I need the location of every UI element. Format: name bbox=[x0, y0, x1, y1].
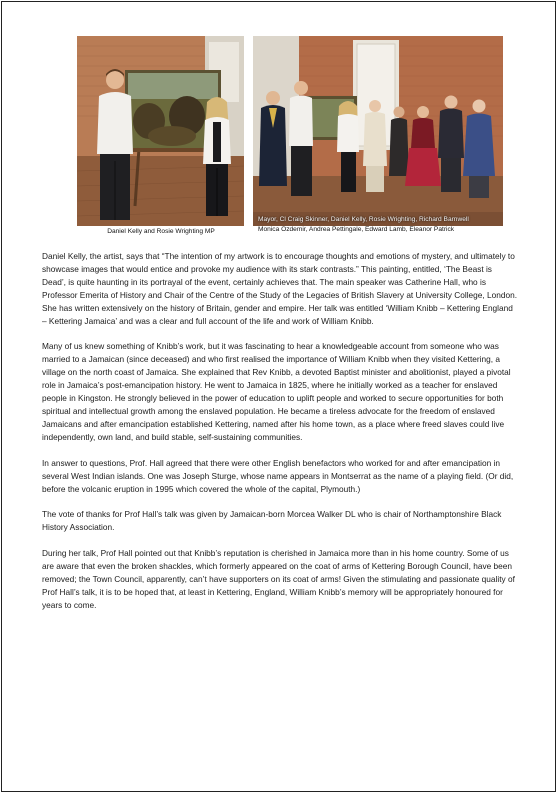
article-paragraph-5: During her talk, Prof Hall pointed out that Knibb’s reputation is cherished in Jamaica more than in his home country. Some of us are aware that even the broken shackles, which formerly appeared on the coat of arms of Kettering Borough Council, have been removed; the Town Council, apparently, can’t have supporters on its coat of arms! Given the stimulating and passionate quality of Prof Hall’s talk, it is to be hoped that, at least in Kettering, England, William Knibb’s memory will be appropriately honoured for years to come. bbox=[42, 548, 515, 610]
photo-left-caption: Daniel Kelly and Rosie Wrighting MP bbox=[107, 228, 215, 235]
article-body bbox=[42, 250, 518, 625]
photo-right-caption-line1: Mayor, Cl Craig Skinner, Daniel Kelly, Rosie Wrighting, Richard Barnwell bbox=[258, 216, 469, 223]
article-paragraph-1: Daniel Kelly, the artist, says that “The intention of my artwork is to encourage thoughts and emotions of mystery, and ultimately to showcase images that would entice and provoke my audience with its stark contrasts.” This painting, entitled, ‘The Beast is Dead’, is quite haunting in its portrayal of the event, certainly achieves that. The main speaker was Catherine Hall, who is Professor Emerita of History and Chair of the Centre of the Study of the Legacies of British Slavery at University College, London. She has written extensively on the history of Britain, gender and empire. Her talk was entitled ‘William Knibb – Kettering England – Kettering Jamaica’ and was a clear and full account of the life and work of William Knibb. bbox=[42, 251, 518, 326]
article-paragraph-2: Many of us knew something of Knibb’s work, but it was fascinating to hear a knowledgeable account from someone who was married to a Jamaican (since deceased) and who first realised the importance of William Knibb when they visited Kettering, a village on the north coast of Jamaica. She explained that Rev Knibb, a devoted Baptist minister and abolitionist, played a pivotal role in Jamaica’s post-emancipation history. He went to Jamaica in 1825, where he initially worked as a teacher for enslaved people in Kingston. He strongly believed in the power of education to uplift people and worked to secure opportunities for both spiritual and intellectual growth among the enslaved population. He became a tireless advocate for the freedom of enslaved Jamaicans and after emancipation established Kettering, named after his home town, as a place where freed slaves could live independently, own land, and build stable, self-sustaining communities. bbox=[42, 341, 511, 442]
photo-right-caption-line2: Monica Ozdemir, Andrea Pettingale, Edward Lamb, Eleanor Patrick bbox=[258, 226, 455, 233]
article-paragraph-4: The vote of thanks for Prof Hall’s talk was given by Jamaican-born Morcea Walker DL who is chair of Northamptonshire Black History Association. bbox=[42, 509, 502, 533]
photo-group-image bbox=[253, 36, 503, 226]
photo-artist-and-mp-image bbox=[77, 36, 244, 226]
photo-artist-and-mp bbox=[77, 36, 244, 226]
article-paragraph-3: In answer to questions, Prof. Hall agreed that there were other English benefactors who worked for and after emancipation in several West Indian islands. One was Joseph Sturge, whose name appears in Montserrat as the name of a playing field. (Or did, before the volcanic eruption in 1995 which covered the whole of the capital, Plymouth.) bbox=[42, 457, 514, 494]
photo-group bbox=[253, 36, 503, 226]
